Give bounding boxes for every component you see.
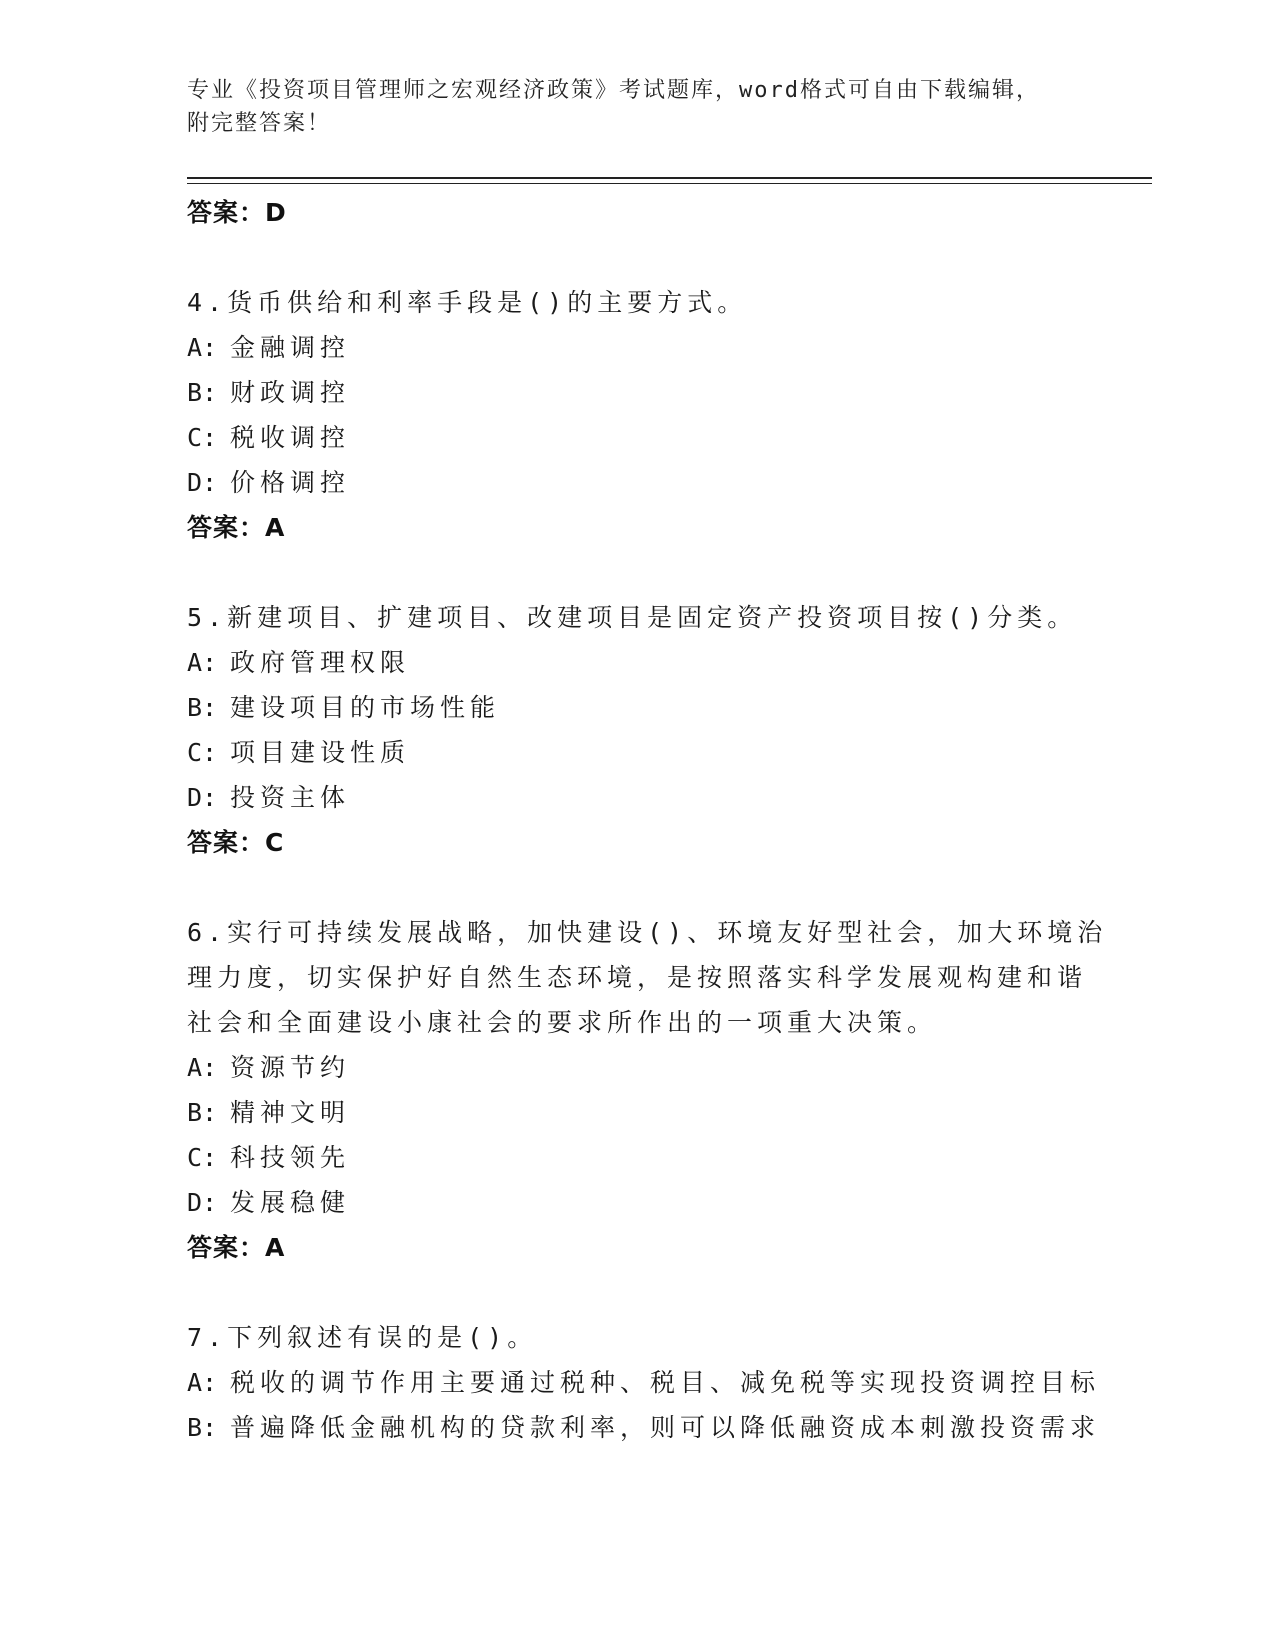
answer-option	[187, 460, 1087, 505]
answer-option	[187, 640, 1087, 685]
answer-label: 答案：	[187, 1233, 266, 1262]
answer-option	[187, 1405, 1101, 1450]
answer-value: A	[265, 513, 286, 542]
question-stem: 5.新建项目、扩建项目、改建项目是固定资产投资项目按()分类。	[187, 603, 1078, 632]
blank-line	[187, 1270, 1087, 1315]
option-text: 财政调控	[230, 378, 351, 407]
answer-option	[187, 775, 1087, 820]
answer-label: 答案：	[187, 198, 266, 227]
option-key: B:	[187, 1413, 218, 1442]
option-key: A:	[187, 648, 218, 677]
page-header	[187, 74, 1067, 140]
previous-answer	[187, 190, 1087, 235]
answer-value: C	[265, 828, 285, 857]
question-answer	[187, 505, 1087, 550]
option-key: C:	[187, 738, 218, 767]
option-text: 金融调控	[230, 333, 351, 362]
blank-line	[187, 865, 1087, 910]
option-text: 发展稳健	[230, 1188, 351, 1217]
option-key: B:	[187, 693, 218, 722]
answer-option	[187, 1045, 1087, 1090]
question-stem: 理力度，切实保护好自然生态环境，是按照落实科学发展观构建和谐	[187, 963, 1088, 992]
option-key: D:	[187, 783, 218, 812]
answer-option	[187, 1135, 1087, 1180]
option-text: 科技领先	[230, 1143, 351, 1172]
answer-option	[187, 730, 1087, 775]
answer-option	[187, 685, 1087, 730]
option-key: C:	[187, 423, 218, 452]
option-text: 普遍降低金融机构的贷款利率，则可以降低融资成本刺激投资需求	[230, 1413, 1101, 1442]
option-text: 投资主体	[230, 783, 351, 812]
option-key: C:	[187, 1143, 218, 1172]
option-text: 精神文明	[230, 1098, 351, 1127]
answer-option	[187, 1360, 1101, 1405]
question-block	[187, 595, 1087, 865]
answer-option	[187, 1090, 1087, 1135]
question-stem: 6.实行可持续发展战略，加快建设()、环境友好型社会，加大环境治	[187, 918, 1108, 947]
answer-label: 答案：	[187, 513, 266, 542]
question-block	[187, 910, 1108, 1270]
option-text: 资源节约	[230, 1053, 351, 1082]
option-key: A:	[187, 1368, 218, 1397]
answer-option	[187, 1180, 1087, 1225]
header-line-1: 专业《投资项目管理师之宏观经济政策》考试题库，word格式可自由下载编辑，	[187, 78, 1040, 103]
answer-value: D	[265, 198, 287, 227]
option-key: D:	[187, 468, 218, 497]
question-stem: 社会和全面建设小康社会的要求所作出的一项重大决策。	[187, 1008, 938, 1037]
blank-line	[187, 235, 1087, 280]
question-block	[187, 280, 1087, 550]
answer-value: A	[265, 1233, 286, 1262]
option-key: A:	[187, 1053, 218, 1082]
blank-line	[187, 550, 1087, 595]
question-answer	[187, 1225, 1087, 1270]
question-list	[187, 190, 1108, 1450]
question-answer	[187, 820, 1087, 865]
header-line-2: 附完整答案！	[187, 111, 332, 136]
answer-option	[187, 415, 1087, 460]
option-key: B:	[187, 378, 218, 407]
answer-option	[187, 325, 1087, 370]
answer-label: 答案：	[187, 828, 266, 857]
option-key: D:	[187, 1188, 218, 1217]
question-block	[187, 1315, 1101, 1450]
option-text: 政府管理权限	[230, 648, 411, 677]
option-key: A:	[187, 333, 218, 362]
header-rule-thin	[187, 183, 1152, 184]
option-text: 税收调控	[230, 423, 351, 452]
header-rule-thick	[187, 177, 1152, 179]
question-stem: 7.下列叙述有误的是()。	[187, 1323, 538, 1352]
answer-option	[187, 370, 1087, 415]
option-text: 税收的调节作用主要通过税种、税目、减免税等实现投资调控目标	[230, 1368, 1101, 1397]
option-key: B:	[187, 1098, 218, 1127]
option-text: 项目建设性质	[230, 738, 411, 767]
option-text: 建设项目的市场性能	[230, 693, 501, 722]
question-stem: 4.货币供给和利率手段是()的主要方式。	[187, 288, 748, 317]
option-text: 价格调控	[230, 468, 351, 497]
